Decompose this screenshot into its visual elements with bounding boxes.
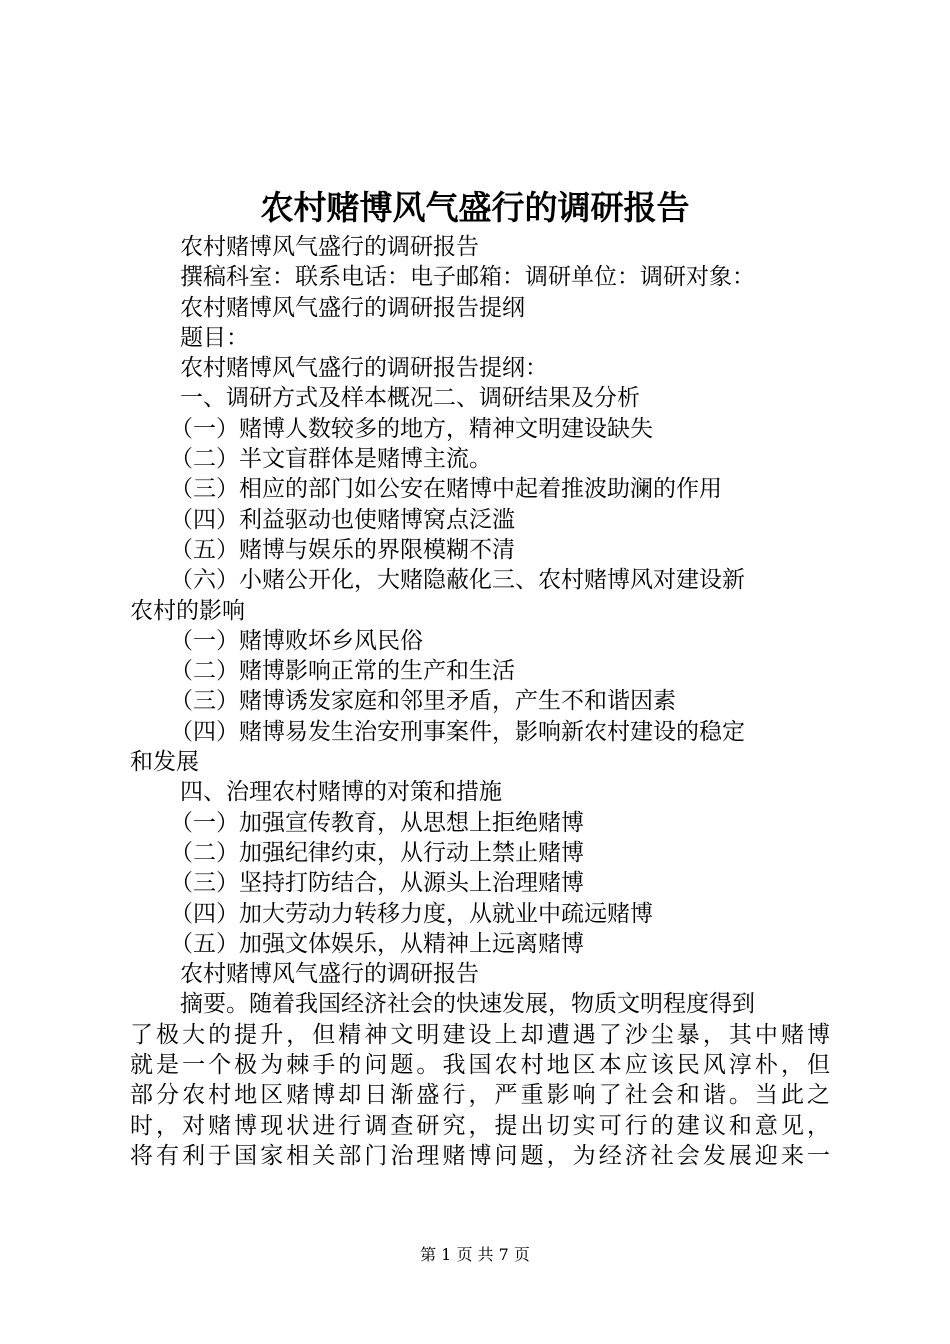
text-line: 时，对赌博现状进行调查研究，提出切实可行的建议和意见，: [130, 1112, 830, 1139]
text-line: 就是一个极为棘手的问题。我国农村地区本应该民风淳朴，但: [130, 1052, 830, 1079]
text-line: 农村赌博风气盛行的调研报告: [180, 961, 479, 988]
text-line: （三）相应的部门如公安在赌博中起着推波助澜的作用: [170, 476, 722, 503]
text-line: （四）赌博易发生治安刑事案件，影响新农村建设的稳定: [170, 718, 745, 745]
text-line: （五）赌博与娱乐的界限模糊不清: [170, 536, 515, 563]
document-title: 农村赌博风气盛行的调研报告: [260, 188, 690, 227]
text-line: （四）加大劳动力转移力度，从就业中疏远赌博: [170, 900, 653, 927]
text-line: （五）加强文体娱乐，从精神上远离赌博: [170, 930, 584, 957]
text-line: （二）加强纪律约束，从行动上禁止赌博: [170, 839, 584, 866]
text-line: 农村赌博风气盛行的调研报告: [180, 234, 479, 260]
text-line: 一、调研方式及样本概况二、调研结果及分析: [180, 385, 640, 412]
text-line: （二）半文盲群体是赌博主流。: [170, 446, 492, 473]
text-line: （一）加强宣传教育，从思想上拒绝赌博: [170, 809, 584, 836]
text-line: （六）小赌公开化，大赌隐蔽化三、农村赌博风对建设新: [170, 567, 745, 594]
text-line: （二）赌博影响正常的生产和生活: [170, 658, 515, 685]
text-line: 农村赌博风气盛行的调研报告提纲：: [180, 355, 548, 382]
text-line: 了极大的提升，但精神文明建设上却遭遇了沙尘暴，其中赌博: [130, 1021, 830, 1048]
text-line: （四）利益驱动也使赌博窝点泛滥: [170, 506, 515, 533]
text-line: 农村的影响: [130, 597, 245, 624]
text-line: 摘要。随着我国经济社会的快速发展，物质文明程度得到: [180, 991, 755, 1018]
text-line: 将有利于国家相关部门治理赌博问题，为经济社会发展迎来一: [130, 1142, 830, 1169]
text-line: （一）赌博败坏乡风民俗: [170, 627, 423, 654]
text-line: 四、治理农村赌博的对策和措施: [180, 779, 502, 806]
text-line: 农村赌博风气盛行的调研报告提纲: [180, 294, 525, 321]
text-line: 部分农村地区赌博却日渐盛行，严重影响了社会和谐。当此之: [130, 1082, 830, 1109]
document-body: [130, 232, 830, 1171]
page-number: 第 1 页 共 7 页: [420, 1245, 530, 1264]
text-line: （三）赌博诱发家庭和邻里矛盾，产生不和谐因素: [170, 688, 676, 715]
text-line: 题目：: [180, 324, 249, 351]
text-line: 和发展: [130, 749, 199, 776]
text-line: 撰稿科室：联系电话：电子邮箱：调研单位：调研对象：: [180, 264, 755, 291]
text-line: （三）坚持打防结合，从源头上治理赌博: [170, 870, 584, 897]
text-line: （一）赌博人数较多的地方，精神文明建设缺失: [170, 415, 653, 442]
